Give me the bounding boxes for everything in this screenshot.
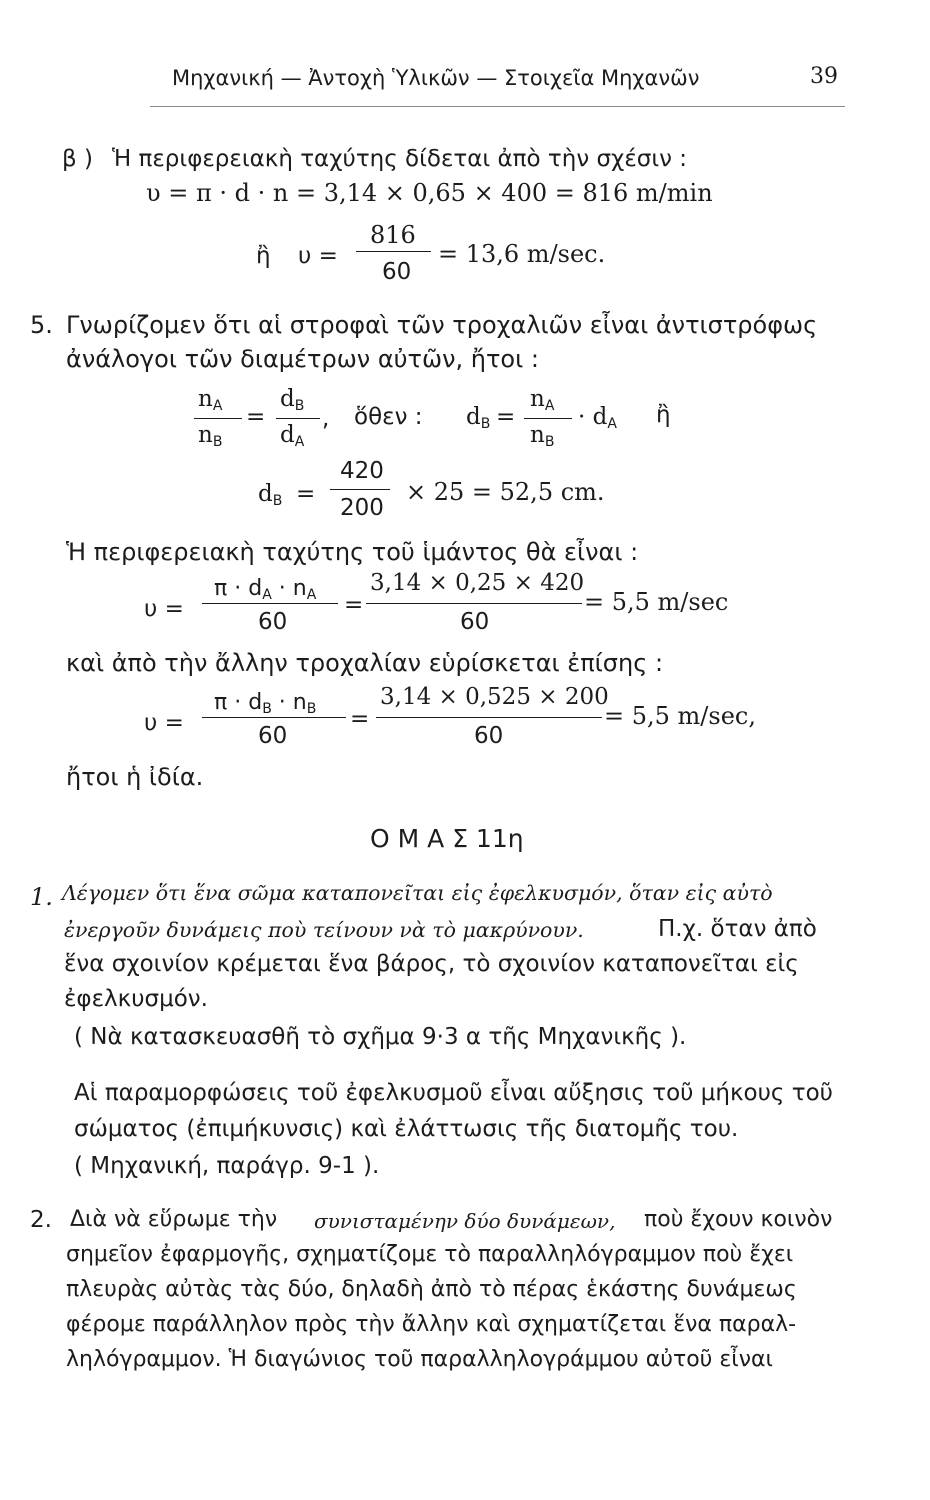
or-word-2: ἢ: [656, 402, 671, 428]
group-heading: Ο Μ Α Σ 11η: [370, 824, 524, 853]
item-5-line-2: ἀνάλογοι τῶν διαμέτρων αὐτῶν, ἤτοι :: [66, 345, 539, 373]
ratio-bar-2: [276, 418, 320, 419]
running-title: Μηχανική — Ἀντοχὴ Ὑλικῶν — Στοιχεῖα Μηχανῶν: [172, 66, 700, 90]
v1-denominator: 60: [258, 609, 288, 635]
header-rule: [150, 106, 845, 107]
q1-line-3: ἕνα σχοινίον κρέμεται ἕνα βάρος, τὸ σχοινίον καταπονεῖται εἰς: [64, 951, 799, 977]
v1-fraction-bar: [202, 603, 338, 604]
eq2-fraction-bar: [356, 251, 431, 252]
q2-line-1-italic: συνισταμένην δύο δυνάμεων,: [314, 1209, 616, 1233]
db-equals: =: [496, 404, 516, 430]
q1-italic-line-2: ἐνεργοῦν δυνάμεις ποὺ τείνουν νὰ τὸ μακρύνουν.: [64, 918, 584, 942]
eq2-rhs: = 13,6 m/sec.: [438, 240, 606, 268]
q1-para2-line-1: Αἱ παραμορφώσεις τοῦ ἐφελκυσμοῦ εἶναι αὔξησις τοῦ μήκους τοῦ: [74, 1080, 833, 1106]
q1-italic-line-1: Λέγομεν ὅτι ἕνα σῶμα καταπονεῖται εἰς ἐφελκυσμόν, ὅταν εἰς αὐτὸ: [62, 881, 773, 905]
v2-numerator: π · dB · nB: [214, 690, 317, 717]
ratio-num3: nA: [530, 386, 555, 414]
q1-reference-1: ( Νὰ κατασκευασθῆ τὸ σχῆμα 9·3 α τῆς Μηχανικῆς ).: [74, 1024, 687, 1050]
item-5-number: 5.: [30, 311, 53, 339]
times-da: · dA: [578, 404, 617, 432]
q2-line-1-start: Διὰ νὰ εὕρωμε τὴν: [70, 1207, 278, 1232]
eq2-lhs: υ =: [298, 243, 338, 269]
eq2-denominator: 60: [382, 259, 412, 285]
q1-reference-2: ( Μηχανική, παράγρ. 9-1 ).: [74, 1153, 380, 1179]
v1-numerator-2: 3,14 × 0,25 × 420: [370, 570, 585, 596]
v2-fraction-bar: [202, 717, 346, 718]
v2-denominator-2: 60: [474, 723, 504, 749]
conclusion: ἤτοι ἡ ἰδία.: [66, 763, 204, 791]
db-eq-rhs: × 25 = 52,5 cm.: [406, 478, 605, 506]
part-b-marker: β ): [62, 146, 93, 172]
ratio-den3: nB: [530, 422, 555, 450]
ratio-bar-3: [524, 418, 572, 419]
v1-fraction-bar-2: [366, 603, 582, 604]
v2-lhs: υ =: [144, 710, 184, 736]
ratio-bar-1: [194, 418, 242, 419]
eq2-numerator: 816: [370, 221, 416, 249]
or-word: ἢ: [256, 243, 271, 269]
q1-para2-line-2: σώματος (ἐπιμήκυνσις) καὶ ἐλάττωσις τῆς διατομῆς του.: [74, 1116, 739, 1142]
q1-line-4: ἐφελκυσμόν.: [64, 986, 208, 1012]
part-b-intro: Ἡ περιφερειακὴ ταχύτης δίδεται ἀπὸ τὴν σχέσιν :: [112, 146, 688, 172]
ratio-den2: dA: [280, 422, 305, 450]
q2-line-3: πλευρὰς αὐτὰς τὰς δύο, δηλαδὴ ἀπὸ τὸ πέρας ἑκάστης δυνάμεως: [66, 1277, 797, 1302]
v1-equals: =: [344, 592, 364, 618]
q2-number: 2.: [30, 1207, 52, 1233]
ratio-num1: nA: [198, 386, 223, 414]
v1-lhs: υ =: [144, 596, 184, 622]
q1-number: 1.: [30, 883, 53, 911]
ratio-comma: ,: [322, 406, 330, 432]
ratio-den1: nB: [198, 422, 223, 450]
db-eq-equals: =: [296, 481, 316, 507]
db-eq-fraction-bar: [330, 489, 390, 490]
q2-line-4: φέρομε παράλληλον πρὸς τὴν ἄλλην καὶ σχηματίζεται ἕνα παραλ-: [66, 1312, 797, 1337]
other-pulley-intro: καὶ ἀπὸ τὴν ἄλλην τροχαλίαν εὑρίσκεται ἐπίσης :: [66, 649, 664, 677]
q2-line-5: ληλόγραμμον. Ἡ διαγώνιος τοῦ παραλληλογράμμου αὐτοῦ εἶναι: [66, 1347, 773, 1372]
equation-peripheral-speed: υ = π · d · n = 3,14 × 0,65 × 400 = 816 m/min: [146, 179, 713, 207]
q2-line-2: σημεῖον ἐφαρμογῆς, σχηματίζομε τὸ παραλληλόγραμμον ποὺ ἔχει: [66, 1242, 794, 1267]
q1-line-2-rest: Π.χ. ὅταν ἀπὸ: [658, 916, 817, 942]
hence-word: ὅθεν :: [354, 404, 423, 430]
db-eq-denominator: 200: [340, 495, 384, 521]
q2-line-1-end: ποὺ ἔχουν κοινὸν: [644, 1207, 833, 1232]
ratio-equals: =: [246, 404, 266, 430]
belt-intro: Ἡ περιφερειακὴ ταχύτης τοῦ ἱμάντος θὰ εἶναι :: [66, 538, 639, 566]
item-5-line-1: Γνωρίζομεν ὅτι αἱ στροφαὶ τῶν τροχαλιῶν εἶναι ἀντιστρόφως: [66, 311, 818, 339]
v2-equals: =: [350, 706, 370, 732]
db-lhs: dB: [466, 404, 491, 432]
page-number: 39: [810, 64, 838, 89]
v1-denominator-2: 60: [460, 609, 490, 635]
v2-rhs: = 5,5 m/sec,: [604, 702, 756, 730]
db-eq-numerator: 420: [340, 458, 384, 484]
ratio-num2: dB: [280, 386, 305, 414]
v1-rhs: = 5,5 m/sec: [584, 588, 729, 616]
v1-numerator: π · dA · nA: [214, 576, 317, 603]
v2-numerator-2: 3,14 × 0,525 × 200: [380, 684, 609, 710]
v2-denominator: 60: [258, 723, 288, 749]
v2-fraction-bar-2: [376, 717, 602, 718]
db-eq-lhs: dB: [258, 481, 283, 509]
